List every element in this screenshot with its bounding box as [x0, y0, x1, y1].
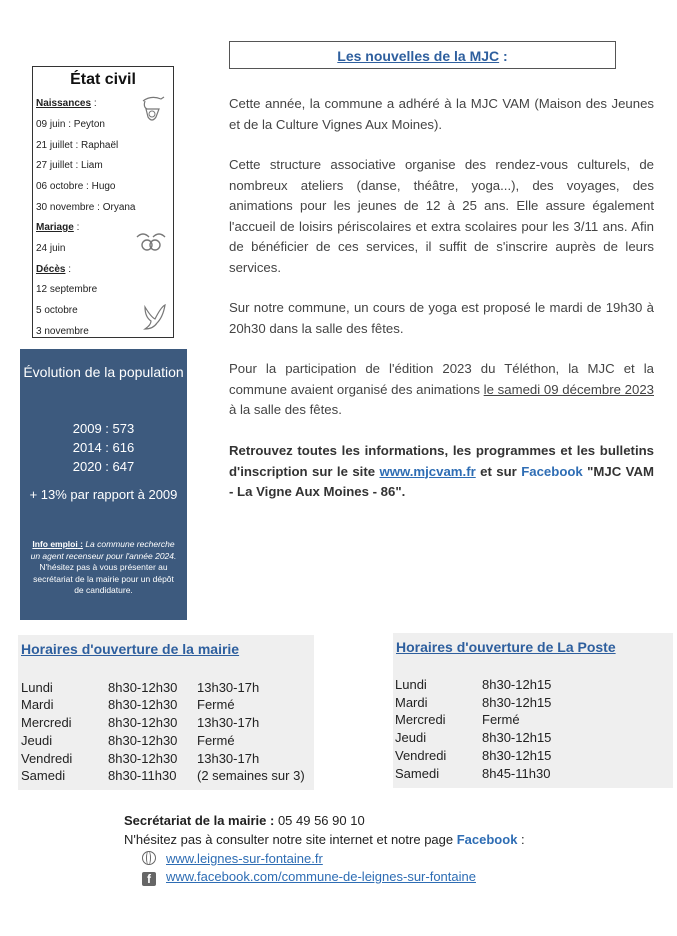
mairie-morning: 8h30-12h30 [108, 680, 178, 695]
mjc-facebook-link[interactable]: Facebook [521, 463, 583, 479]
info-emploi-label: Info emploi [32, 539, 78, 549]
mairie-afternoon: 13h30-17h [197, 680, 260, 695]
secretariat-label: Secrétariat de la mairie : [124, 813, 275, 828]
dove-icon [141, 303, 167, 333]
mairie-day: Vendredi [21, 751, 73, 766]
mairie-day: Jeudi [21, 733, 53, 748]
mjc-paragraph-5: Retrouvez toutes les informations, les programmes et les bulletins d'inscription sur le site www.mjcvam.fr et sur Facebook "MJC VAM - La Vigne Aux Moines - 86". [229, 443, 654, 499]
mairie-afternoon: 13h30-17h [197, 715, 260, 730]
poste-day: Lundi [395, 677, 427, 692]
facebook-link[interactable]: www.facebook.com/commune-de-leignes-sur-fontaine [166, 869, 476, 884]
naissance-entry: 27 juillet : Liam [36, 160, 103, 171]
poste-hours: 8h30-12h15 [482, 677, 552, 692]
mjc-paragraph-3: Sur notre commune, un cours de yoga est proposé le mardi de 19h30 à 20h30 dans la salle des fêtes. [229, 300, 654, 336]
poste-day: Vendredi [395, 748, 447, 763]
poste-day: Mardi [395, 695, 428, 710]
population-year: 2014 : 616 [72, 440, 135, 455]
baby-stork-icon [137, 95, 167, 129]
naissance-entry: 21 juillet : Raphaël [36, 140, 119, 151]
etat-civil-title: État civil [70, 71, 136, 88]
poste-hours: 8h30-12h15 [482, 695, 552, 710]
poste-hours: 8h30-12h15 [482, 730, 552, 745]
deces-entry: 3 novembre [36, 326, 89, 337]
naissances-heading: Naissances : [36, 98, 97, 109]
mairie-day: Mardi [21, 697, 54, 712]
facebook-icon: f [142, 872, 156, 886]
contact-note: N'hésitez pas à consulter notre site internet et notre page Facebook : [124, 832, 525, 847]
mairie-morning: 8h30-12h30 [108, 733, 178, 748]
mjc-title: Les nouvelles de la MJC : [337, 48, 508, 64]
population-years [20, 419, 187, 476]
population-growth: + 13% par rapport à 2009 [29, 487, 178, 502]
mariage-heading: Mariage : [36, 222, 80, 233]
deces-heading: Décès : [36, 264, 72, 275]
mairie-afternoon: Fermé [197, 733, 235, 748]
mairie-morning: 8h30-12h30 [108, 715, 178, 730]
mjc-title-box [229, 41, 616, 69]
mjc-paragraph-1: Cette année, la commune a adhéré à la MJC VAM (Maison des Jeunes et de la Culture Vignes Aux Moines). [229, 96, 654, 132]
poste-hours: 8h30-12h15 [482, 748, 552, 763]
etat-civil-box [32, 66, 174, 338]
deces-entry: 12 septembre [36, 284, 98, 295]
wedding-rings-icon [135, 231, 167, 253]
naissance-entry: 06 octobre : Hugo [36, 181, 116, 192]
mairie-morning: 8h30-12h30 [108, 751, 178, 766]
info-emploi-text: N'hésitez pas à vous présenter au secrétariat de la mairie pour un dépôt de candidature. [33, 562, 174, 595]
horaires-mairie-box [18, 635, 314, 790]
mairie-afternoon: (2 semaines sur 3) [197, 768, 305, 783]
mairie-day: Lundi [21, 680, 53, 695]
horaires-poste-box [393, 633, 673, 788]
secretariat-phone: 05 49 56 90 10 [277, 813, 365, 828]
secretariat-line [124, 813, 365, 828]
website-row [142, 851, 323, 866]
mjc-paragraph-4: Pour la participation de l'édition 2023 du Téléthon, la MJC et la commune avaient organisé des animations le samedi 09 décembre 2023 à la salle des fêtes. [229, 361, 654, 417]
contact-facebook-word[interactable]: Facebook [456, 832, 518, 847]
globe-icon [142, 851, 156, 865]
poste-hours: Fermé [482, 712, 520, 727]
mairie-morning: 8h30-11h30 [108, 768, 177, 783]
poste-day: Mercredi [395, 712, 446, 727]
facebook-row [142, 869, 476, 886]
population-year: 2009 : 573 [72, 421, 135, 436]
population-box [20, 349, 187, 620]
horaires-poste-title: Horaires d'ouverture de La Poste [396, 639, 616, 655]
poste-hours: 8h45-11h30 [482, 766, 551, 781]
telethon-date: le samedi 09 décembre 2023 [483, 381, 654, 397]
poste-day: Samedi [395, 766, 440, 781]
mairie-day: Samedi [21, 768, 66, 783]
deces-entry: 5 octobre [36, 305, 78, 316]
mairie-day: Mercredi [21, 715, 72, 730]
mjc-paragraph-2: Cette structure associative organise des rendez-vous culturels, de nombreux ateliers (danse, théâtre, yoga...), des voyages, des animations pour les jeunes de 12 à 25 ans. Elle assure également l'accueil de loisirs périscolaires et extra scolaires pour les 3/11 ans. Afin de bénéficier de ces services, il suffit de s'inscrire auprès de leurs services. [229, 157, 654, 275]
mairie-afternoon: Fermé [197, 697, 235, 712]
poste-day: Jeudi [395, 730, 427, 745]
naissance-entry: 09 juin : Peyton [36, 119, 105, 130]
info-emploi: Info emploi : La commune recherche un agent recenseur pour l'année 2024. N'hésitez pas à vous présenter au secrétariat de la mairie pour un dépôt de candidature. [30, 539, 177, 595]
horaires-mairie-title: Horaires d'ouverture de la mairie [21, 641, 240, 657]
info-emploi-italic: La commune recherche un agent recenseur pour l'année 2024. [30, 539, 177, 561]
population-year: 2020 : 647 [72, 459, 135, 474]
population-title: Évolution de la population [23, 364, 184, 380]
website-link[interactable]: www.leignes-sur-fontaine.fr [166, 851, 323, 866]
mairie-afternoon: 13h30-17h [197, 751, 260, 766]
mairie-morning: 8h30-12h30 [108, 697, 178, 712]
mjc-website-link[interactable]: www.mjcvam.fr [379, 463, 476, 479]
mariage-entry: 24 juin [36, 243, 66, 254]
naissance-entry: 30 novembre : Oryana [36, 202, 136, 213]
